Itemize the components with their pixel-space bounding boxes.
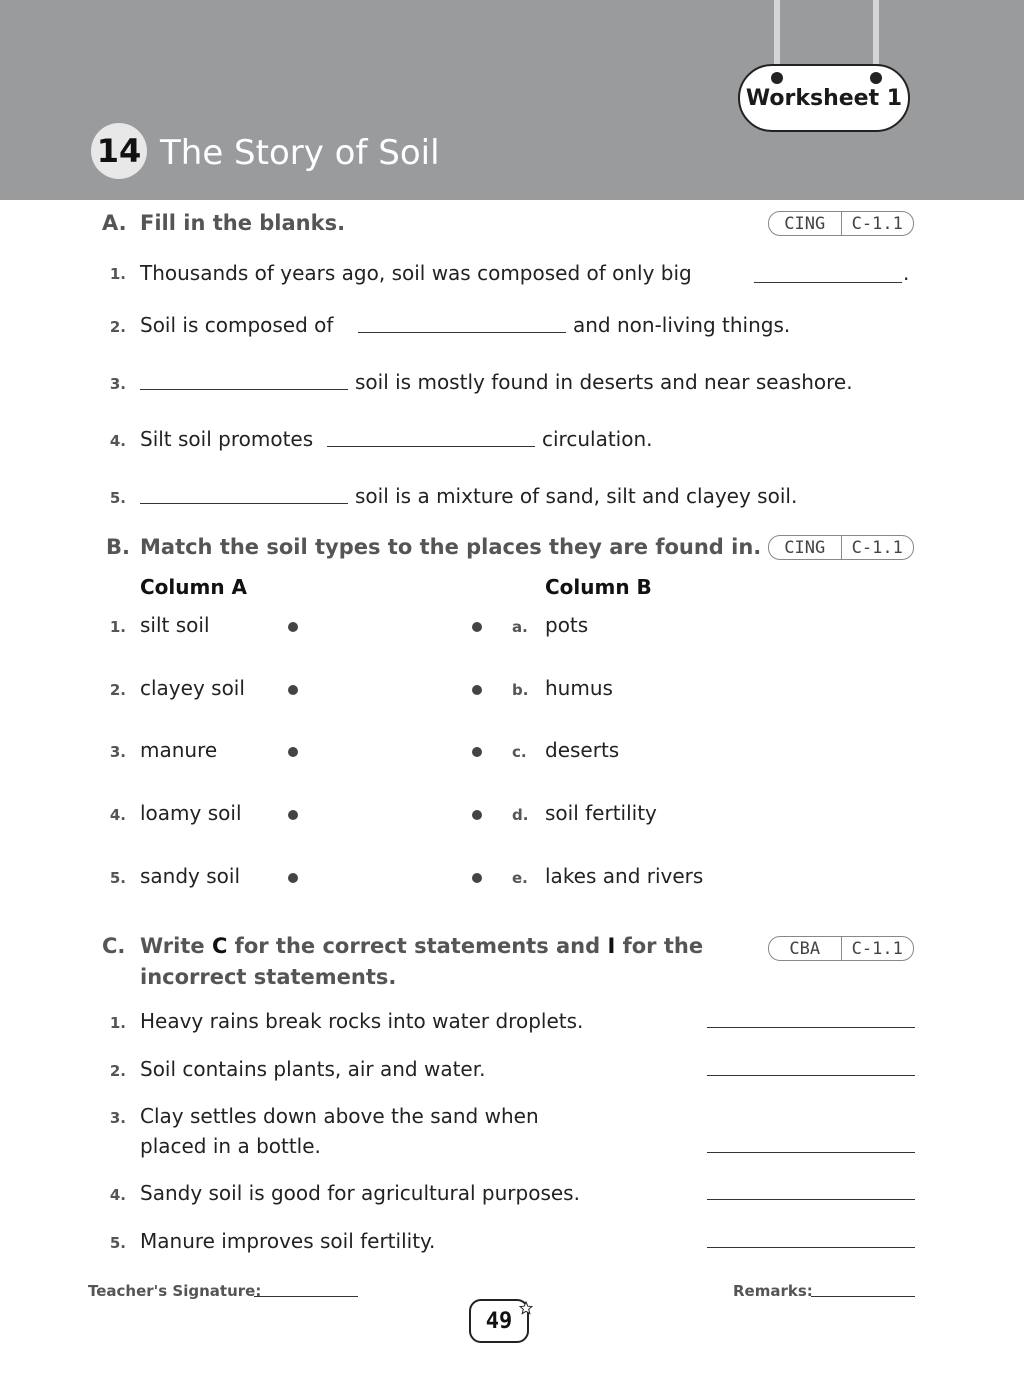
item-number: 2.	[109, 1062, 126, 1080]
item-number: 5.	[109, 1234, 126, 1252]
match-dot-left[interactable]	[288, 622, 298, 632]
item-number: 5.	[109, 869, 126, 887]
section-b-tag	[768, 535, 914, 560]
statement-text: Manure improves soil fertility.	[140, 1229, 436, 1253]
option-letter: b.	[512, 681, 529, 699]
match-dot-left[interactable]	[288, 810, 298, 820]
item-number: 1.	[109, 618, 126, 636]
column-a-item: manure	[140, 738, 218, 762]
tag-level: C-1.1	[841, 536, 914, 559]
item-number: 4.	[109, 1186, 126, 1204]
item-number: 3.	[109, 743, 126, 761]
section-c-title-line2: incorrect statements.	[140, 965, 397, 989]
answer-blank[interactable]	[707, 1152, 915, 1153]
item-number: 2.	[109, 681, 126, 699]
answer-blank[interactable]	[140, 389, 348, 390]
page-number: 49	[469, 1299, 529, 1343]
title-part: for the correct statements and	[227, 934, 608, 958]
column-b-item: humus	[545, 676, 613, 700]
tag-code: CBA	[789, 938, 821, 959]
column-a-heading: Column A	[140, 575, 248, 599]
item-number: 1.	[109, 1014, 126, 1032]
item-number: 4.	[109, 432, 126, 450]
question-text-end: and non-living things.	[573, 313, 791, 337]
column-b-heading: Column B	[545, 575, 652, 599]
star-icon	[519, 1301, 533, 1315]
answer-blank[interactable]	[358, 332, 566, 333]
answer-blank[interactable]	[327, 446, 535, 447]
column-b-item: lakes and rivers	[545, 864, 704, 888]
section-b-title: Match the soil types to the places they are found in.	[140, 535, 762, 559]
answer-blank[interactable]	[140, 503, 348, 504]
section-a-letter: A.	[102, 211, 127, 235]
title-part: for the	[615, 934, 704, 958]
chapter-title: The Story of Soil	[160, 133, 440, 173]
match-dot-right[interactable]	[472, 685, 482, 695]
hanger-dot-left	[771, 72, 783, 84]
remarks-label: Remarks:	[733, 1282, 813, 1300]
answer-blank[interactable]	[707, 1247, 915, 1248]
tag-level: C-1.1	[841, 212, 914, 235]
answer-blank[interactable]	[707, 1027, 915, 1028]
statement-text: Clay settles down above the sand when	[140, 1104, 539, 1128]
section-a-tag	[768, 211, 914, 236]
answer-blank[interactable]	[707, 1075, 915, 1076]
option-letter: e.	[512, 869, 528, 887]
question-text-end: .	[903, 261, 910, 285]
column-a-item: loamy soil	[140, 801, 242, 825]
answer-blank[interactable]	[754, 282, 902, 283]
column-a-item: sandy soil	[140, 864, 241, 888]
match-dot-right[interactable]	[472, 747, 482, 757]
item-number: 3.	[109, 1109, 126, 1127]
column-b-item: deserts	[545, 738, 620, 762]
match-dot-left[interactable]	[288, 747, 298, 757]
question-text-end: soil is mostly found in deserts and near seashore.	[355, 370, 853, 394]
tag-code: CING	[784, 213, 826, 234]
item-number: 1.	[109, 265, 126, 283]
title-part-incorrect: I	[607, 934, 616, 958]
title-part: Write	[140, 934, 212, 958]
tag-level: C-1.1	[841, 937, 914, 960]
section-a-title: Fill in the blanks.	[140, 211, 346, 235]
item-number: 3.	[109, 375, 126, 393]
match-dot-left[interactable]	[288, 873, 298, 883]
question-text-end: circulation.	[542, 427, 653, 451]
statement-text: Soil contains plants, air and water.	[140, 1057, 486, 1081]
question-text: Soil is composed of	[140, 313, 334, 337]
option-letter: d.	[512, 806, 529, 824]
signature-blank[interactable]	[254, 1296, 358, 1297]
remarks-blank[interactable]	[811, 1296, 915, 1297]
statement-text: Heavy rains break rocks into water droplets.	[140, 1009, 584, 1033]
column-a-item: clayey soil	[140, 676, 245, 700]
teacher-signature-label: Teacher's Signature:	[88, 1282, 262, 1300]
match-dot-right[interactable]	[472, 810, 482, 820]
match-dot-right[interactable]	[472, 622, 482, 632]
option-letter: a.	[512, 618, 528, 636]
section-c-letter: C.	[102, 934, 126, 958]
worksheet-label: Worksheet 1	[745, 85, 903, 111]
statement-text: Sandy soil is good for agricultural purposes.	[140, 1181, 580, 1205]
answer-blank[interactable]	[707, 1199, 915, 1200]
title-part-correct: C	[211, 934, 228, 958]
hanger-dot-right	[870, 72, 882, 84]
item-number: 4.	[109, 806, 126, 824]
question-text: Silt soil promotes	[140, 427, 314, 451]
item-number: 5.	[109, 489, 126, 507]
column-b-item: soil fertility	[545, 801, 657, 825]
item-number: 2.	[109, 318, 126, 336]
question-text: Thousands of years ago, soil was composed of only big	[140, 261, 692, 285]
match-dot-left[interactable]	[288, 685, 298, 695]
section-b-letter: B.	[106, 535, 130, 559]
column-a-item: silt soil	[140, 613, 210, 637]
statement-text-line2: placed in a bottle.	[140, 1134, 321, 1158]
chapter-number: 14	[91, 123, 147, 179]
option-letter: c.	[512, 743, 527, 761]
worksheet-badge	[738, 64, 910, 132]
question-text-end: soil is a mixture of sand, silt and clayey soil.	[355, 484, 798, 508]
tag-code: CING	[784, 537, 826, 558]
column-b-item: pots	[545, 613, 589, 637]
section-c-tag	[768, 936, 914, 961]
match-dot-right[interactable]	[472, 873, 482, 883]
section-c-title	[140, 934, 703, 958]
